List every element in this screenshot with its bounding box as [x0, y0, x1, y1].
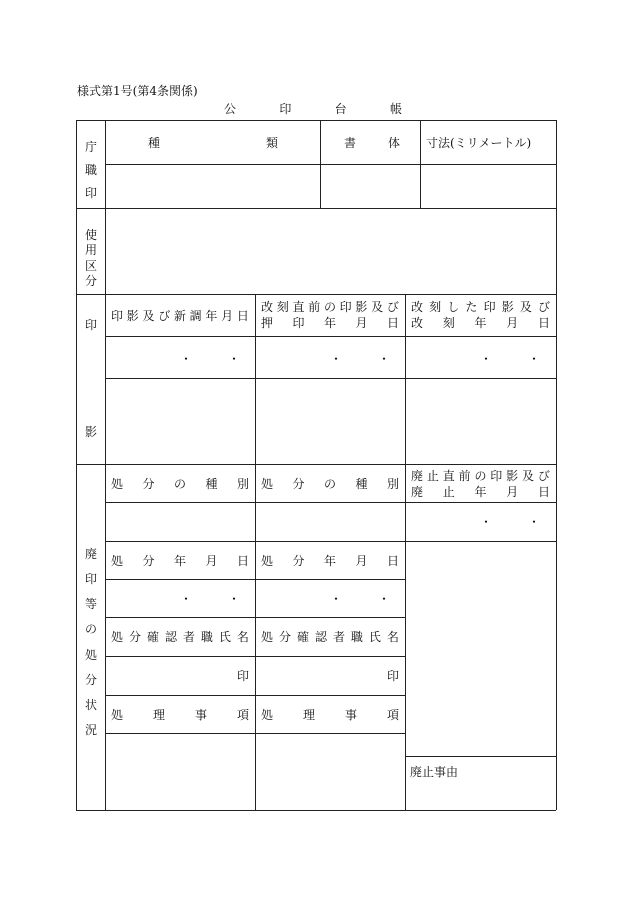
char: 認	[164, 630, 177, 644]
char: 日	[537, 485, 550, 499]
char: 処	[261, 477, 274, 491]
disp-date-1	[111, 554, 249, 568]
date-dot: ・	[330, 352, 343, 366]
char: 前	[308, 300, 321, 314]
vertical-char: 処	[84, 647, 97, 662]
form-number: 様式第1号(第4条関係)	[77, 84, 198, 98]
char: 項	[236, 708, 249, 722]
char: 及	[371, 300, 384, 314]
disp-line-reason	[405, 756, 556, 757]
label-office-seal	[81, 138, 101, 198]
char: 年	[323, 554, 336, 568]
char: 名	[236, 630, 249, 644]
seal-col-pre-recarve-2	[261, 316, 399, 330]
char: 処	[111, 630, 124, 644]
char: 種	[205, 477, 218, 491]
date-dot: ・	[330, 592, 343, 606]
char: 理	[152, 708, 165, 722]
vertical-char: 印	[84, 186, 97, 200]
char: 月	[221, 309, 234, 323]
char: び	[537, 300, 550, 314]
label-disposal	[81, 545, 101, 735]
char: 年	[474, 316, 487, 330]
char: 事	[194, 708, 207, 722]
vertical-char: 等	[84, 597, 97, 612]
char: 処	[261, 708, 274, 722]
frame-left	[76, 120, 77, 810]
char: の	[474, 469, 487, 483]
char: 処	[111, 708, 124, 722]
seal-col-recarved-2	[411, 316, 550, 330]
char: 直	[292, 300, 305, 314]
char: 種	[148, 136, 161, 150]
disp-confirmer-2	[261, 630, 399, 644]
header-size: 寸法(ミリメートル)	[426, 136, 532, 150]
char: 職	[350, 630, 363, 644]
vertical-char: の	[84, 622, 97, 637]
char: 止	[442, 485, 455, 499]
label-col-line	[105, 120, 106, 810]
vertical-char: 廃	[84, 547, 97, 561]
char: 処	[111, 477, 124, 491]
char: 日	[537, 316, 550, 330]
char: 調	[189, 309, 202, 323]
char: 類	[265, 136, 278, 150]
char: 影	[501, 300, 514, 314]
line-office-end	[76, 208, 556, 209]
char: し	[447, 300, 460, 314]
char: 分	[142, 554, 155, 568]
char: 確	[146, 630, 159, 644]
char: 止	[426, 469, 439, 483]
char: 年	[323, 316, 336, 330]
char: 公	[224, 102, 237, 116]
char: 及	[142, 309, 155, 323]
char: の	[173, 477, 186, 491]
char: 及	[519, 300, 532, 314]
char: 日	[236, 554, 249, 568]
char: 影	[126, 309, 139, 323]
char: 印	[279, 102, 292, 116]
date-dot: ・	[378, 352, 391, 366]
seal-col-new-date	[111, 309, 249, 323]
disp-reason-label: 廃止事由	[410, 765, 459, 779]
disp-line-6	[105, 695, 405, 696]
disp-line-4	[105, 617, 405, 618]
frame-bottom	[76, 810, 556, 811]
seal-line-2	[105, 378, 556, 379]
disp-type-1	[111, 477, 249, 491]
disp-line-1	[105, 502, 556, 503]
char: 理	[302, 708, 315, 722]
seal-line-1	[105, 336, 556, 337]
date-dot: ・	[228, 352, 241, 366]
char: 分	[292, 477, 305, 491]
char: 処	[261, 630, 274, 644]
char: 日	[236, 309, 249, 323]
char: び	[537, 469, 550, 483]
char: 分	[278, 630, 291, 644]
disp-processing-1	[111, 708, 249, 722]
char: 刻	[276, 300, 289, 314]
line-usage-end	[76, 294, 556, 295]
char: 氏	[218, 630, 231, 644]
date-dot: ・	[378, 592, 391, 606]
char: 年	[205, 309, 218, 323]
char: 名	[386, 630, 399, 644]
office-col-2	[420, 120, 421, 208]
char: 別	[236, 477, 249, 491]
vertical-char: 印	[84, 572, 97, 587]
char: 台	[334, 102, 347, 116]
vertical-char: 状	[84, 697, 97, 712]
char: 処	[111, 554, 124, 568]
disp-date-2	[261, 554, 399, 568]
seal-col-2	[405, 294, 406, 810]
char: 日	[386, 554, 399, 568]
date-dot: ・	[180, 592, 193, 606]
char: 前	[458, 469, 471, 483]
char: 刻	[442, 316, 455, 330]
char: 月	[355, 316, 368, 330]
disp-processing-2	[261, 708, 399, 722]
document-title	[224, 102, 402, 116]
label-seal-bottom: 影	[85, 425, 98, 439]
char: 改	[411, 316, 424, 330]
char: 直	[442, 469, 455, 483]
char: 書	[344, 136, 357, 150]
char: 帳	[389, 102, 402, 116]
disp-abolish-2	[411, 485, 550, 499]
char: び	[386, 300, 399, 314]
char: 改	[411, 300, 424, 314]
char: 廃	[411, 485, 424, 499]
char: 月	[506, 485, 519, 499]
char: 月	[506, 316, 519, 330]
seal-mark: 印	[237, 669, 250, 683]
char: 項	[386, 708, 399, 722]
date-dot: ・	[228, 592, 241, 606]
char: 分	[292, 554, 305, 568]
disp-type-2	[261, 477, 399, 491]
char: 別	[386, 477, 399, 491]
char: 職	[200, 630, 213, 644]
char: 新	[173, 309, 186, 323]
header-script	[344, 136, 400, 150]
char: 氏	[368, 630, 381, 644]
label-usage	[81, 226, 101, 286]
date-dot: ・	[480, 515, 493, 529]
char: 月	[205, 554, 218, 568]
char: 印	[111, 309, 124, 323]
vertical-char: 況	[84, 723, 97, 737]
char: 押	[261, 316, 274, 330]
char: 影	[355, 300, 368, 314]
date-dot: ・	[528, 352, 541, 366]
date-dot: ・	[180, 352, 193, 366]
char: 改	[261, 300, 274, 314]
seal-col-pre-recarve-1	[261, 300, 399, 314]
vertical-char: 区	[84, 258, 97, 273]
char: 印	[483, 300, 496, 314]
char: 事	[344, 708, 357, 722]
char: 年	[474, 485, 487, 499]
char: の	[323, 300, 336, 314]
char: 者	[182, 630, 195, 644]
char: 日	[386, 316, 399, 330]
disp-line-7	[105, 733, 405, 734]
line-office-mid	[105, 164, 556, 165]
frame-top	[76, 120, 556, 121]
char: 種	[355, 477, 368, 491]
vertical-char: 分	[84, 672, 97, 687]
label-seal-top: 印	[85, 318, 98, 332]
char: た	[465, 300, 478, 314]
char: び	[158, 309, 171, 323]
vertical-char: 用	[84, 243, 97, 258]
char: 影	[506, 469, 519, 483]
disp-confirmer-1	[111, 630, 249, 644]
seal-col-recarved-1	[411, 300, 550, 314]
vertical-char: 分	[84, 274, 97, 288]
vertical-char: 職	[84, 163, 97, 177]
char: 月	[355, 554, 368, 568]
char: 確	[296, 630, 309, 644]
char: 印	[339, 300, 352, 314]
char: 分	[128, 630, 141, 644]
vertical-char: 使	[84, 228, 97, 242]
char: 印	[292, 316, 305, 330]
disp-line-2	[105, 541, 556, 542]
char: 体	[387, 136, 400, 150]
char: 者	[332, 630, 345, 644]
date-dot: ・	[528, 515, 541, 529]
char: 認	[314, 630, 327, 644]
disp-line-5	[105, 656, 405, 657]
vertical-char: 庁	[84, 140, 97, 154]
char: 分	[142, 477, 155, 491]
char: 年	[173, 554, 186, 568]
header-type	[148, 136, 278, 150]
disp-line-3	[105, 579, 405, 580]
char: 刻	[429, 300, 442, 314]
seal-line-end	[76, 464, 556, 465]
char: の	[323, 477, 336, 491]
date-dot: ・	[480, 352, 493, 366]
seal-mark: 印	[387, 669, 400, 683]
char: 印	[490, 469, 503, 483]
char: 廃	[411, 469, 424, 483]
disp-abolish-1	[411, 469, 550, 483]
office-col-1	[320, 120, 321, 208]
char: 処	[261, 554, 274, 568]
char: 及	[522, 469, 535, 483]
frame-right	[556, 120, 557, 810]
